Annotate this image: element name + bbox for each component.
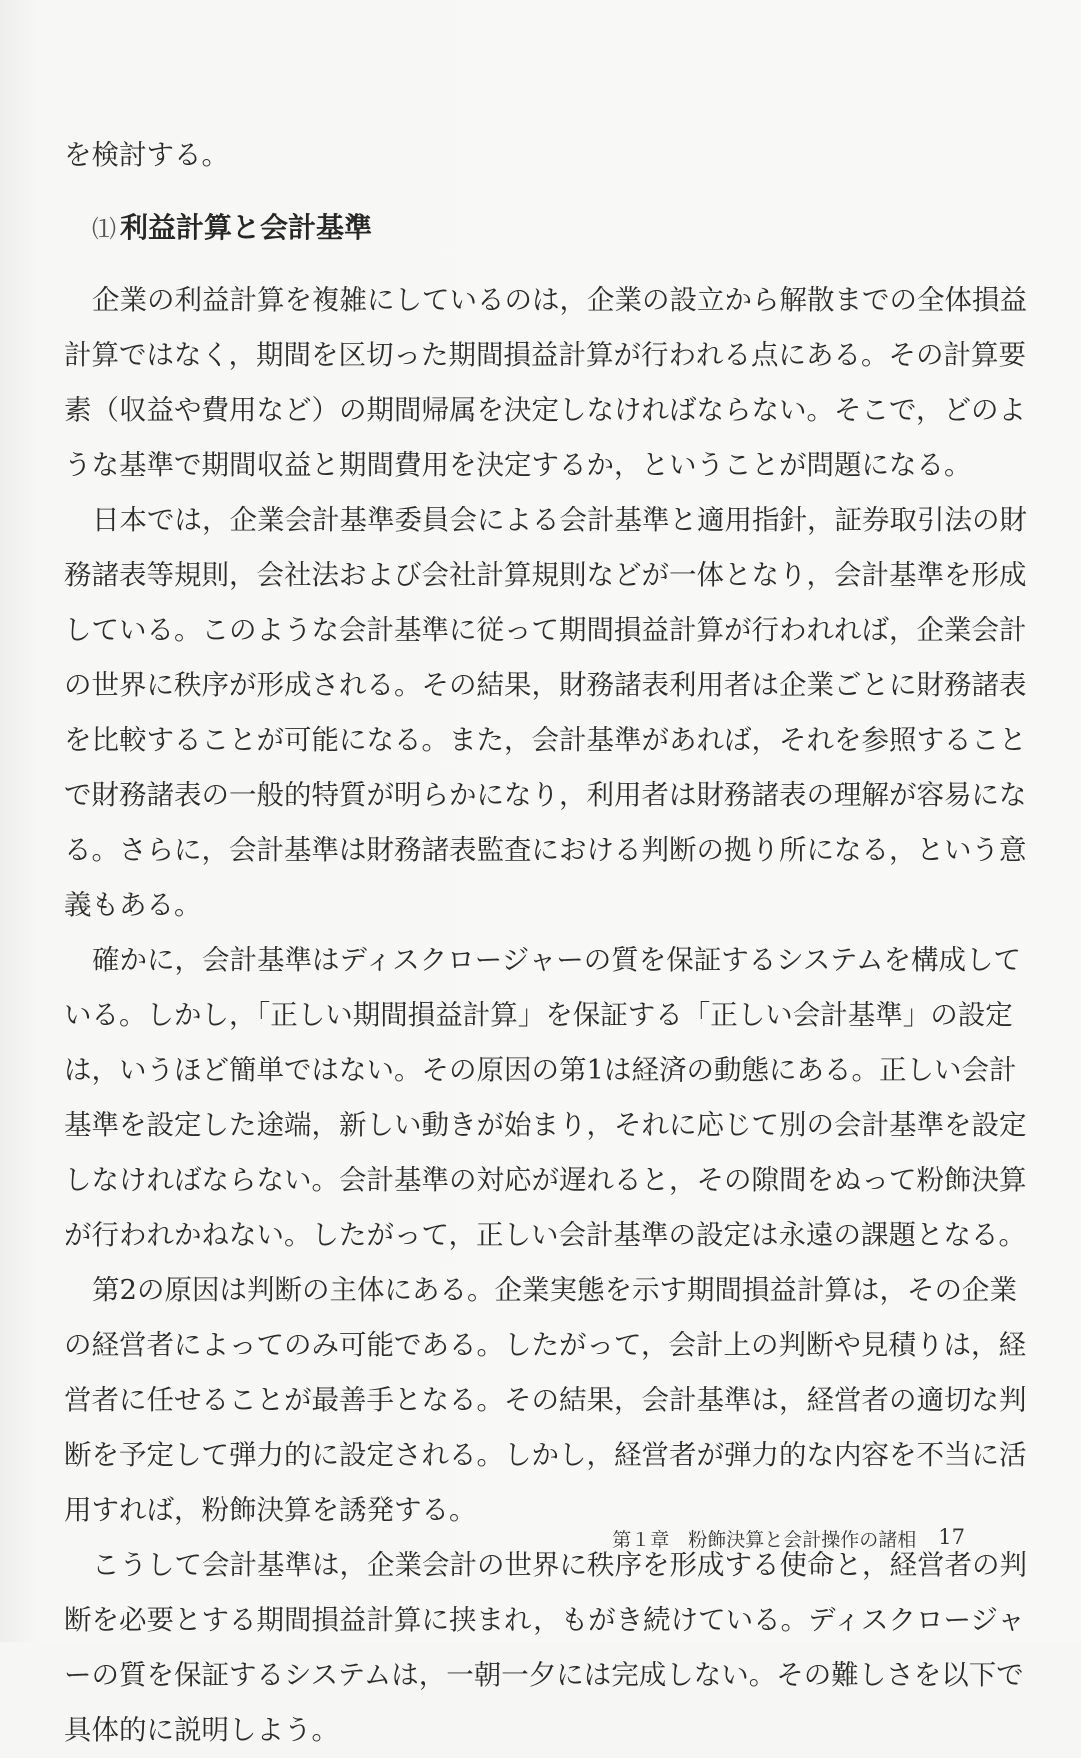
text-line: 務諸表等規則，会社法および会社計算規則などが一体となり，会計基準を形成 [64,559,1027,591]
text-line: している。このような会計基準に従って期間損益計算が行われれば，企業会計 [64,614,1027,646]
text-line: 用すれば，粉飾決算を誘発する。 [64,1494,477,1526]
text-line: の経営者によってのみ可能である。したがって，会計上の判断や見積りは，経 [64,1329,1026,1361]
paragraph [64,1263,1027,1538]
text-line: 断を予定して弾力的に設定される。しかし，経営者が弾力的な内容を不当に活 [64,1439,1027,1471]
text-line: ーの質を保証するシステムは，一朝一夕には完成しない。その難しさを以下で [64,1659,1024,1691]
section-title: 利益計算と会計基準 [120,211,373,244]
text-line: で財務諸表の一般的特質が明らかになり，利用者は財務諸表の理解が容易にな [64,779,1027,811]
text-line: を比較することが可能になる。また，会計基準があれば，それを参照すること [64,724,1027,756]
text-line: の世界に秩序が形成される。その結果，財務諸表利用者は企業ごとに財務諸表 [64,669,1027,701]
text-line: 断を必要とする期間損益計算に挟まれ，もがき続けている。ディスクロージャ [64,1604,1025,1636]
text-line: 義もある。 [64,889,202,921]
text-line: 営者に任せることが最善手となる。その結果，会計基準は，経営者の適切な判 [64,1384,1027,1416]
paragraph [64,493,1027,933]
text-line: 基準を設定した途端，新しい動きが始まり，それに応じて別の会計基準を設定 [64,1109,1027,1141]
intro-line: を検討する。 [64,139,229,171]
text-line: 企業の利益計算を複雑にしているのは，企業の設立から解散までの全体損益 [92,284,1027,316]
text-line: は，いうほど簡単ではない。その原因の第1は経済の動態にある。正しい会計 [64,1054,1017,1086]
paragraph [64,933,1027,1263]
paragraph [64,1538,1027,1758]
text-line: しなければならない。会計基準の対応が遅れると，その隙間をぬって粉飾決算 [64,1164,1027,1196]
section-number: ⑴ [92,215,116,243]
text-line: 素（収益や費用など）の期間帰属を決定しなければならない。そこで，どのよ [64,394,1026,426]
text-line: こうして会計基準は，企業会計の世界に秩序を形成する使命と，経営者の判 [92,1549,1027,1581]
text-line: いる。しかし，「正しい期間損益計算」を保証する「正しい会計基準」の設定 [64,999,1013,1031]
text-line: うな基準で期間収益と期間費用を決定するか，ということが問題になる。 [64,449,972,481]
text-line: 日本では，企業会計基準委員会による会計基準と適用指針，証券取引法の財 [92,504,1027,536]
text-line: 確かに，会計基準はディスクロージャーの質を保証するシステムを構成して [92,944,1021,976]
text-line: 第2の原因は判断の主体にある。企業実態を示す期間損益計算は，その企業 [92,1274,1017,1306]
body-text [64,128,1027,1758]
text-line: 具体的に説明しよう。 [64,1714,339,1746]
section-heading [64,183,964,273]
paragraph [64,273,1027,493]
text-line: 計算ではなく，期間を区切った期間損益計算が行われる点にある。その計算要 [64,339,1026,371]
running-footer [570,1525,965,1552]
text-line: が行われかねない。したがって，正しい会計基準の設定は永遠の課題となる。 [64,1219,1026,1251]
text-line: る。さらに，会計基準は財務諸表監査における判断の拠り所になる，という意 [64,834,1027,866]
page-number: 17 [938,1525,965,1549]
chapter-title: 第１章 粉飾決算と会計操作の諸相 [612,1529,917,1551]
